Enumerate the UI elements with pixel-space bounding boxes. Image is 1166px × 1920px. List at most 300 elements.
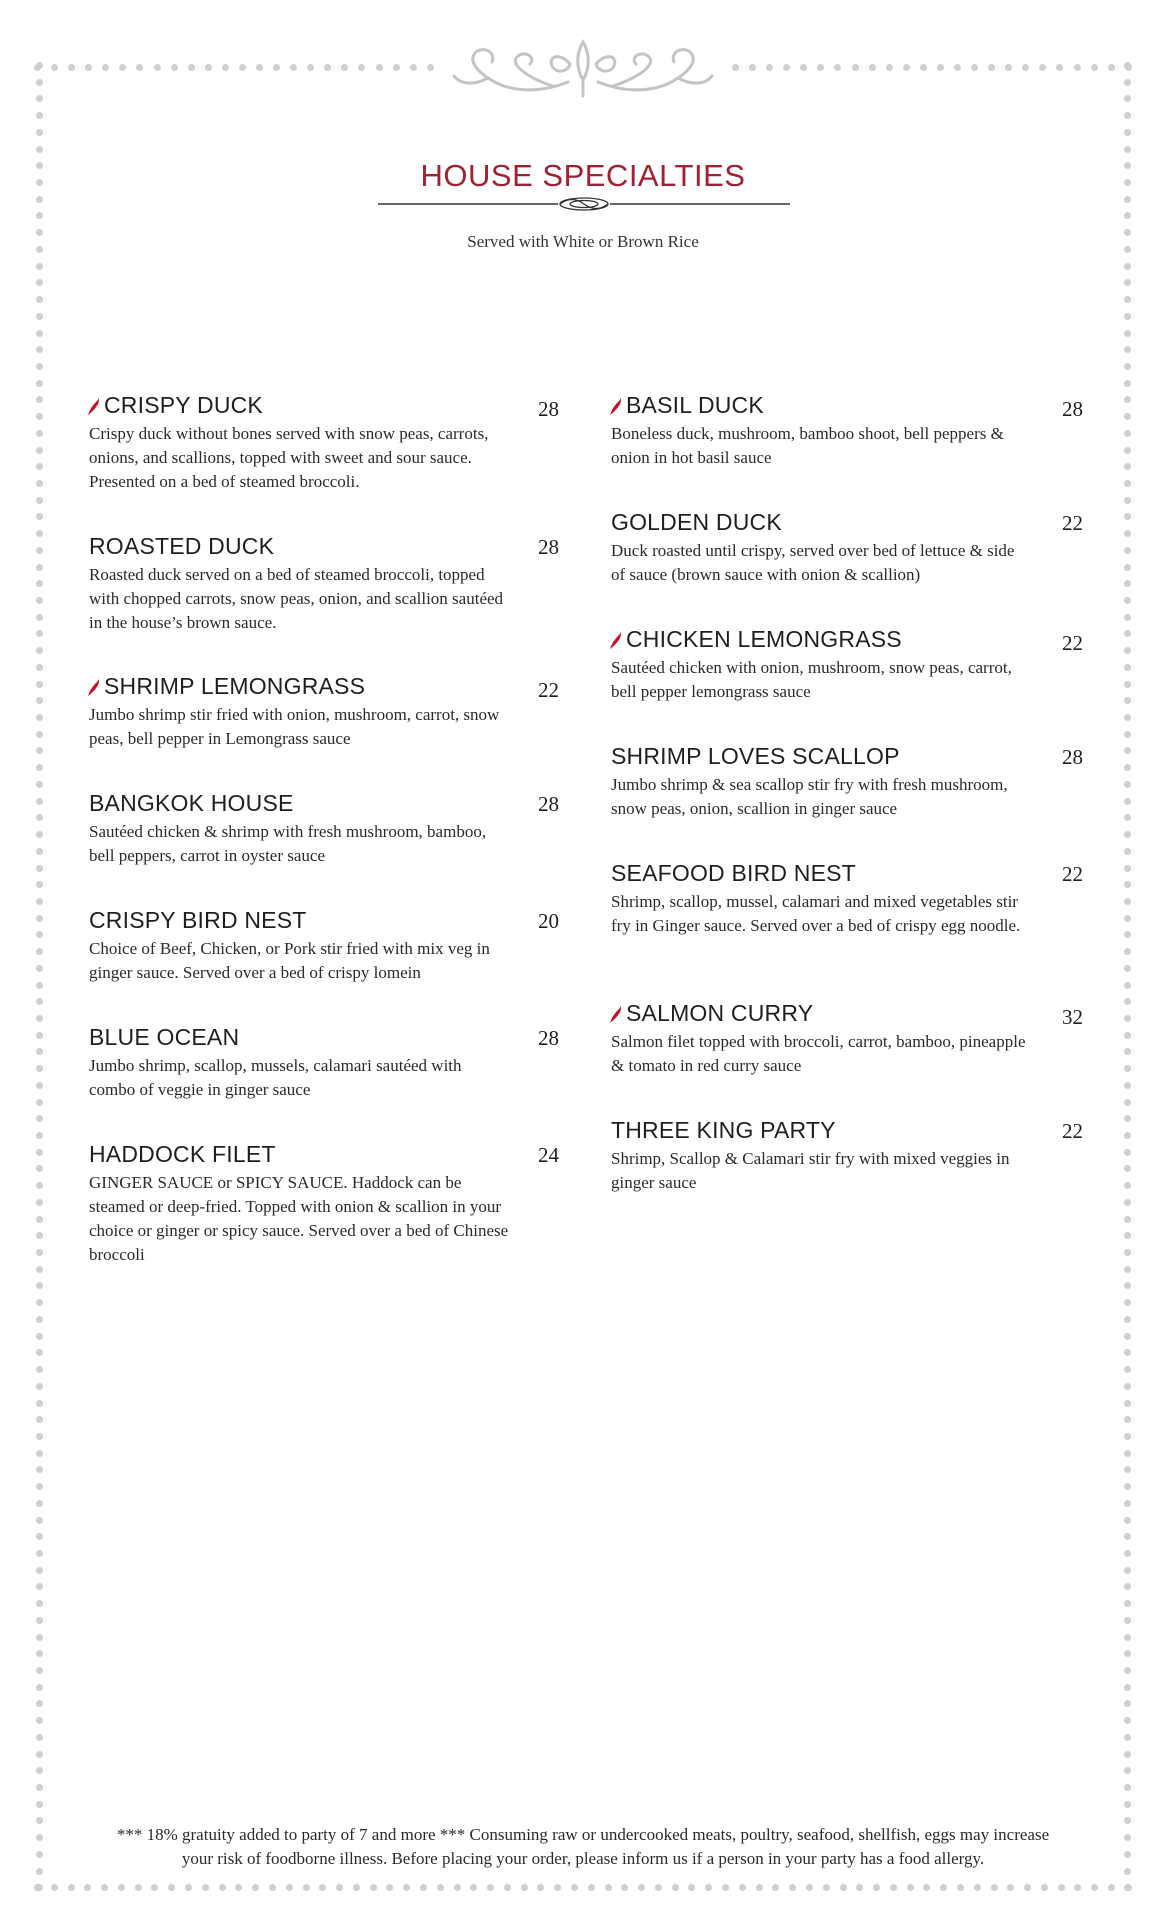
border-dot	[1124, 1634, 1131, 1641]
menu-item-name	[611, 1117, 836, 1144]
border-dot	[36, 697, 43, 704]
border-dot	[36, 413, 43, 420]
border-dot	[427, 64, 434, 71]
border-dot	[1124, 313, 1131, 320]
border-dot	[36, 831, 43, 838]
border-dot	[1124, 998, 1131, 1005]
border-dot	[36, 948, 43, 955]
border-dot	[36, 1015, 43, 1022]
border-dot	[1124, 1132, 1131, 1139]
border-dot	[341, 64, 348, 71]
border-dot	[36, 1249, 43, 1256]
border-dot	[1124, 831, 1131, 838]
menu-item-header	[89, 673, 559, 703]
border-dot	[36, 279, 43, 286]
border-dot	[1022, 64, 1029, 71]
border-dot	[1124, 463, 1131, 470]
border-dot	[1124, 1517, 1131, 1524]
border-dot	[222, 64, 229, 71]
border-dot	[36, 1282, 43, 1289]
border-dot	[739, 1884, 746, 1891]
border-dot	[1124, 630, 1131, 637]
border-dot	[36, 212, 43, 219]
dotted-border-right	[1122, 62, 1132, 1892]
border-dot	[36, 1299, 43, 1306]
border-dot	[1124, 814, 1131, 821]
border-dot	[36, 681, 43, 688]
border-dot	[504, 1884, 511, 1891]
border-dot	[36, 346, 43, 353]
border-dot	[1124, 430, 1131, 437]
border-dot	[1124, 1834, 1131, 1841]
border-dot	[521, 1884, 528, 1891]
border-dot	[36, 530, 43, 537]
border-dot	[1124, 1266, 1131, 1273]
border-dot	[36, 848, 43, 855]
border-dot	[118, 1884, 125, 1891]
border-dot	[36, 313, 43, 320]
menu-item	[611, 743, 1083, 821]
menu-item-price: 24	[538, 1143, 559, 1167]
border-dot	[36, 1517, 43, 1524]
border-dot	[890, 1884, 897, 1891]
menu-item-name	[89, 673, 365, 700]
border-dot	[403, 1884, 410, 1891]
border-dot	[1124, 1700, 1131, 1707]
border-dot	[1108, 1884, 1115, 1891]
border-dot	[36, 1634, 43, 1641]
border-dot	[185, 1884, 192, 1891]
border-dot	[84, 1884, 91, 1891]
border-dot	[36, 1801, 43, 1808]
menu-item-header	[611, 743, 1083, 773]
border-dot	[1124, 547, 1131, 554]
menu-item-header	[611, 860, 1083, 890]
border-dot	[1124, 714, 1131, 721]
border-dot	[655, 1884, 662, 1891]
border-dot	[1124, 865, 1131, 872]
border-dot	[1124, 1801, 1131, 1808]
dotted-border-bottom	[34, 1882, 1132, 1892]
menu-item	[611, 392, 1083, 470]
border-dot	[1124, 380, 1131, 387]
border-dot	[937, 64, 944, 71]
border-dot	[1007, 1884, 1014, 1891]
border-dot	[1124, 1349, 1131, 1356]
border-dot	[36, 898, 43, 905]
border-dot	[188, 64, 195, 71]
border-dot	[36, 1834, 43, 1841]
menu-item-name-text: BANGKOK HOUSE	[89, 790, 294, 816]
border-dot	[1124, 764, 1131, 771]
menu-item-name-text: SEAFOOD BIRD NEST	[611, 860, 856, 886]
border-dot	[1124, 413, 1131, 420]
border-dot	[410, 64, 417, 71]
menu-item-description: GINGER SAUCE or SPICY SAUCE. Haddock can be steamed or deep-fried. Topped with onion & scallion in your choice or ginger or spicy sauce. Served over a bed of Chinese broccoli	[89, 1173, 509, 1264]
footer-notice: *** 18% gratuity added to party of 7 and more *** Consuming raw or undercooked meats, poultry, seafood, shellfish, eggs may increase your risk of foodborne illness. Before placing your order, please inform us if a person in your party has a food allergy.	[116, 1825, 1050, 1868]
menu-item-name	[611, 860, 856, 887]
menu-item-name-text: SHRIMP LEMONGRASS	[104, 673, 366, 699]
border-dot	[36, 564, 43, 571]
menu-item-description: Sautéed chicken & shrimp with fresh mushroom, bamboo, bell peppers, carrot in oyster sauce	[89, 822, 487, 865]
menu-item-header	[611, 392, 1083, 422]
border-dot	[789, 1884, 796, 1891]
border-dot	[1124, 1165, 1131, 1172]
border-dot	[1074, 1884, 1081, 1891]
border-dot	[102, 64, 109, 71]
dotted-border-top-left	[34, 62, 434, 72]
border-dot	[886, 64, 893, 71]
border-dot	[36, 1617, 43, 1624]
menu-item-description: Jumbo shrimp stir fried with onion, mushroom, carrot, snow peas, bell pepper in Lemongrass sauce	[89, 705, 500, 748]
menu-item-name	[89, 1024, 239, 1051]
menu-item-price: 28	[538, 396, 559, 421]
border-dot	[1124, 781, 1131, 788]
border-dot	[36, 764, 43, 771]
border-dot	[36, 330, 43, 337]
border-dot	[324, 64, 331, 71]
menu-item-price: 22	[1062, 511, 1083, 535]
border-dot	[1124, 497, 1131, 504]
border-dot	[1124, 1099, 1131, 1106]
menu-item-name-text: BLUE OCEAN	[89, 1024, 240, 1050]
border-dot	[1124, 1784, 1131, 1791]
border-dot	[1124, 530, 1131, 537]
subtitle: Served with White or Brown Rice	[467, 232, 699, 251]
border-dot	[36, 714, 43, 721]
border-dot	[1124, 664, 1131, 671]
menu-item-name-text: CRISPY DUCK	[104, 392, 263, 418]
border-dot	[1124, 279, 1131, 286]
border-dot	[171, 64, 178, 71]
border-dot	[869, 64, 876, 71]
border-dot	[256, 64, 263, 71]
border-dot	[1124, 1082, 1131, 1089]
border-dot	[1124, 480, 1131, 487]
border-dot	[36, 1533, 43, 1540]
border-dot	[1124, 1650, 1131, 1657]
menu-item-header	[89, 533, 559, 563]
border-dot	[923, 1884, 930, 1891]
border-dot	[36, 1684, 43, 1691]
border-dot	[136, 64, 143, 71]
border-dot	[36, 982, 43, 989]
border-dot	[1124, 513, 1131, 520]
border-dot	[36, 1132, 43, 1139]
border-dot	[168, 1884, 175, 1891]
border-dot	[1124, 564, 1131, 571]
border-dot	[1124, 1734, 1131, 1741]
border-dot	[1124, 1533, 1131, 1540]
border-dot	[1124, 1583, 1131, 1590]
border-dot	[672, 1884, 679, 1891]
menu-item-price: 28	[1062, 396, 1083, 421]
border-dot	[852, 64, 859, 71]
border-dot	[36, 1868, 43, 1875]
menu-item-name-text: HADDOCK FILET	[89, 1141, 276, 1167]
border-dot	[800, 64, 807, 71]
border-dot	[940, 1884, 947, 1891]
menu-item	[89, 907, 559, 985]
border-dot	[36, 664, 43, 671]
border-dot	[1124, 263, 1131, 270]
border-dot	[36, 865, 43, 872]
border-dot	[1124, 447, 1131, 454]
border-dot	[840, 1884, 847, 1891]
border-dot	[988, 64, 995, 71]
border-dot	[1124, 697, 1131, 704]
border-dot	[36, 497, 43, 504]
border-dot	[638, 1884, 645, 1891]
border-dot	[36, 1483, 43, 1490]
border-dot	[36, 781, 43, 788]
border-dot	[907, 1884, 914, 1891]
border-dot	[1124, 1600, 1131, 1607]
border-dot	[1124, 898, 1131, 905]
menu-item-header	[611, 1117, 1083, 1147]
border-dot	[36, 547, 43, 554]
border-dot	[1124, 1433, 1131, 1440]
border-dot	[903, 64, 910, 71]
border-dot	[1124, 129, 1131, 136]
menu-item-description: Jumbo shrimp & sea scallop stir fry with fresh mushroom, snow peas, onion, scallion in ginger sauce	[611, 775, 1008, 818]
border-dot	[269, 1884, 276, 1891]
border-dot	[1124, 915, 1131, 922]
menu-item-header	[611, 626, 1083, 656]
menu-item-name	[89, 533, 274, 560]
border-dot	[1124, 1667, 1131, 1674]
border-dot	[571, 1884, 578, 1891]
border-dot	[36, 1082, 43, 1089]
border-dot	[36, 1600, 43, 1607]
border-dot	[36, 480, 43, 487]
border-dot	[1124, 965, 1131, 972]
border-dot	[974, 1884, 981, 1891]
border-dot	[991, 1884, 998, 1891]
menu-item-header	[89, 790, 559, 820]
border-dot	[36, 1333, 43, 1340]
menu-item-name-text: GOLDEN DUCK	[611, 509, 782, 535]
border-dot	[273, 64, 280, 71]
border-dot	[286, 1884, 293, 1891]
border-dot	[36, 798, 43, 805]
menu-item	[89, 1024, 559, 1102]
menu-item-header	[611, 509, 1083, 539]
border-dot	[1124, 1216, 1131, 1223]
menu-item-description: Shrimp, Scallop & Calamari stir fry with mixed veggies in ginger sauce	[611, 1149, 1010, 1192]
menu-item-header	[89, 392, 559, 422]
border-dot	[454, 1884, 461, 1891]
border-dot	[36, 597, 43, 604]
page-title: HOUSE SPECIALTIES	[420, 158, 746, 193]
border-dot	[1091, 1884, 1098, 1891]
border-dot	[1124, 1500, 1131, 1507]
border-dot	[36, 1349, 43, 1356]
border-dot	[68, 64, 75, 71]
border-dot	[856, 1884, 863, 1891]
border-dot	[36, 965, 43, 972]
border-dot	[36, 1550, 43, 1557]
border-dot	[954, 64, 961, 71]
border-dot	[834, 64, 841, 71]
menu-item	[89, 392, 559, 494]
menu-item	[611, 626, 1083, 704]
menu-item-name	[89, 907, 307, 934]
menu-item-name	[611, 626, 902, 653]
border-dot	[36, 614, 43, 621]
menu-item-name	[611, 392, 764, 419]
border-dot	[1124, 1767, 1131, 1774]
border-dot	[36, 1884, 43, 1891]
menu-item-header	[89, 1024, 559, 1054]
border-dot	[36, 1266, 43, 1273]
border-dot	[1124, 212, 1131, 219]
border-dot	[688, 1884, 695, 1891]
border-dot	[393, 64, 400, 71]
border-dot	[1124, 330, 1131, 337]
border-dot	[1124, 196, 1131, 203]
border-dot	[36, 1182, 43, 1189]
scroll-ornament-icon	[448, 34, 718, 104]
border-dot	[219, 1884, 226, 1891]
dotted-border-top-right	[732, 62, 1132, 72]
border-dot	[1124, 95, 1131, 102]
menu-item-price: 28	[1062, 745, 1083, 769]
border-dot	[36, 1717, 43, 1724]
border-dot	[36, 1667, 43, 1674]
menu-item-name-text: SALMON CURRY	[626, 1000, 814, 1026]
menu-item-price: 22	[1062, 1119, 1083, 1143]
border-dot	[1124, 62, 1131, 69]
border-dot	[36, 1466, 43, 1473]
menu-item-price: 22	[1062, 862, 1083, 886]
border-dot	[51, 64, 58, 71]
border-dot	[36, 263, 43, 270]
menu-item-description: Boneless duck, mushroom, bamboo shoot, bell peppers & onion in hot basil sauce	[611, 424, 1004, 467]
border-dot	[971, 64, 978, 71]
border-dot	[205, 64, 212, 71]
border-dot	[36, 430, 43, 437]
chili-pepper-icon	[87, 396, 101, 416]
menu-item	[89, 533, 559, 635]
menu-item-description: Sautéed chicken with onion, mushroom, snow peas, carrot, bell pepper lemongrass sauce	[611, 658, 1012, 701]
border-dot	[36, 1165, 43, 1172]
menu-item-price: 28	[538, 792, 559, 816]
border-dot	[36, 1366, 43, 1373]
border-dot	[36, 1767, 43, 1774]
border-dot	[1124, 346, 1131, 353]
border-dot	[36, 814, 43, 821]
border-dot	[36, 1216, 43, 1223]
border-dot	[1124, 1032, 1131, 1039]
menu-item	[89, 673, 559, 751]
border-dot	[1124, 614, 1131, 621]
menu-item-header	[89, 1141, 559, 1171]
border-dot	[85, 64, 92, 71]
chili-pepper-icon	[609, 630, 623, 650]
border-dot	[1024, 1884, 1031, 1891]
border-dot	[319, 1884, 326, 1891]
menu-item	[89, 1141, 559, 1267]
menu-item-name-text: SHRIMP LOVES SCALLOP	[611, 743, 900, 769]
border-dot	[1039, 64, 1046, 71]
border-dot	[1124, 112, 1131, 119]
border-dot	[101, 1884, 108, 1891]
border-dot	[705, 1884, 712, 1891]
border-dot	[1124, 146, 1131, 153]
border-dot	[353, 1884, 360, 1891]
border-dot	[36, 363, 43, 370]
border-dot	[1124, 931, 1131, 938]
border-dot	[36, 396, 43, 403]
border-dot	[1124, 681, 1131, 688]
menu-item-price: 28	[538, 535, 559, 559]
border-dot	[36, 1065, 43, 1072]
menu-item-price: 22	[1062, 630, 1083, 655]
border-dot	[1124, 647, 1131, 654]
border-dot	[36, 1433, 43, 1440]
border-dot	[36, 1851, 43, 1858]
border-dot	[1124, 881, 1131, 888]
border-dot	[36, 196, 43, 203]
menu-item-name	[89, 1141, 276, 1168]
border-dot	[376, 64, 383, 71]
border-dot	[36, 112, 43, 119]
chili-pepper-icon	[87, 677, 101, 697]
border-dot	[36, 915, 43, 922]
border-dot	[370, 1884, 377, 1891]
menu-item-description: Duck roasted until crispy, served over bed of lettuce & side of sauce (brown sauce with onion & scallion)	[611, 541, 1015, 584]
menu-item	[89, 790, 559, 868]
border-dot	[1124, 1366, 1131, 1373]
border-dot	[1124, 948, 1131, 955]
border-dot	[36, 1416, 43, 1423]
menu-item-name-text: CRISPY BIRD NEST	[89, 907, 307, 933]
border-dot	[1124, 1182, 1131, 1189]
border-dot	[1124, 1282, 1131, 1289]
border-dot	[920, 64, 927, 71]
border-dot	[1124, 396, 1131, 403]
menu-item-description: Shrimp, scallop, mussel, calamari and mixed vegetables stir fry in Ginger sauce. Served over a bed of crispy egg noodle.	[611, 892, 1021, 935]
menu-item-description: Salmon filet topped with broccoli, carrot, bamboo, pineapple & tomato in red curry sauce	[611, 1032, 1026, 1075]
border-dot	[806, 1884, 813, 1891]
border-dot	[303, 1884, 310, 1891]
menu-item-name	[89, 790, 294, 817]
border-dot	[1124, 1149, 1131, 1156]
border-dot	[36, 463, 43, 470]
menu-item	[611, 509, 1083, 587]
border-dot	[420, 1884, 427, 1891]
border-dot	[36, 62, 43, 69]
border-dot	[36, 931, 43, 938]
border-dot	[1058, 1884, 1065, 1891]
border-dot	[1124, 848, 1131, 855]
border-dot	[36, 647, 43, 654]
border-dot	[235, 1884, 242, 1891]
border-dot	[605, 1884, 612, 1891]
border-dot	[36, 1817, 43, 1824]
menu-item-price: 28	[538, 1026, 559, 1050]
border-dot	[1124, 1249, 1131, 1256]
border-dot	[1056, 64, 1063, 71]
border-dot	[386, 1884, 393, 1891]
border-dot	[36, 1450, 43, 1457]
menu-item-price: 22	[538, 677, 559, 702]
border-dot	[1124, 1048, 1131, 1055]
menu-item-description: Choice of Beef, Chicken, or Pork stir fried with mix veg in ginger sauce. Served over a bed of crispy lomein	[89, 939, 490, 982]
menu-item-name-text: CHICKEN LEMONGRASS	[626, 626, 902, 652]
border-dot	[36, 1583, 43, 1590]
